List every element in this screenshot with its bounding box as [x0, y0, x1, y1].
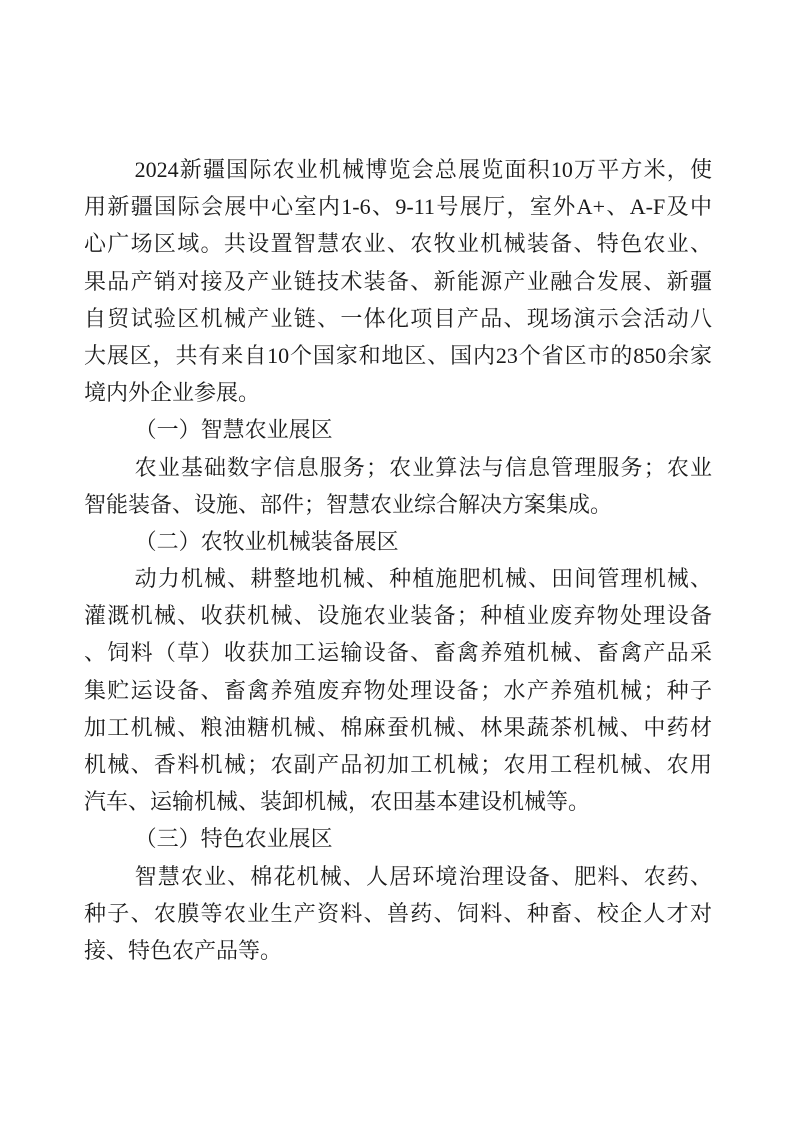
section1-heading: （一）智慧农业展区 — [134, 417, 333, 443]
section2-paragraph-line: 灌溉机械、收获机械、设施农业装备；种植业废弃物处理设备 — [84, 603, 712, 629]
section2-paragraph-line: 集贮运设备、畜禽养殖废弃物处理设备；水产养殖机械；种子 — [84, 677, 712, 703]
section2-heading: （二）农牧业机械装备展区 — [134, 528, 399, 554]
section2-paragraph-line: 、饲料（草）收获加工运输设备、畜禽养殖机械、畜禽产品采 — [84, 640, 712, 666]
intro-paragraph-line: 大展区，共有来自10个国家和地区、国内23个省区市的850余家 — [84, 342, 712, 368]
section2-paragraph-line: 机械、香料机械；农副产品初加工机械；农用工程机械、农用 — [84, 752, 712, 777]
section3-paragraph-line: 智慧农业、棉花机械、人居环境治理设备、肥料、农药、 — [134, 863, 712, 889]
section3-heading: （三）特色农业展区 — [134, 826, 333, 852]
section1-paragraph-line: 农业基础数字信息服务；农业算法与信息管理服务；农业 — [134, 454, 712, 480]
intro-paragraph-line: 心广场区域。共设置智慧农业、农牧业机械装备、特色农业、 — [84, 231, 712, 257]
intro-paragraph-line: 用新疆国际会展中心室内1-6、9-11号展厅，室外A+、A-F及中 — [84, 194, 712, 220]
section2-paragraph-line: 汽车、运输机械、装卸机械，农田基本建设机械等。 — [84, 789, 591, 815]
intro-paragraph-line: 果品产销对接及产业链技术装备、新能源产业融合发展、新疆 — [84, 268, 712, 294]
section1-paragraph-line: 智能装备、设施、部件；智慧农业综合解决方案集成。 — [84, 491, 613, 517]
intro-paragraph-line: 自贸试验区机械产业链、一体化项目产品、现场演示会活动八 — [84, 305, 712, 331]
intro-paragraph-line: 境内外企业参展。 — [84, 380, 261, 406]
document-text-block — [84, 151, 712, 969]
section2-paragraph-line: 动力机械、耕整地机械、种植施肥机械、田间管理机械、 — [134, 566, 712, 592]
intro-paragraph-line: 2024新疆国际农业机械博览会总展览面积10万平方米，使 — [134, 157, 712, 182]
section3-paragraph-line: 接、特色农产品等。 — [84, 937, 283, 963]
section3-paragraph-line: 种子、农膜等农业生产资料、兽药、饲料、种畜、校企人才对 — [84, 900, 712, 926]
section2-paragraph-line: 加工机械、粮油糖机械、棉麻蚕机械、林果蔬茶机械、中药材 — [84, 714, 712, 740]
